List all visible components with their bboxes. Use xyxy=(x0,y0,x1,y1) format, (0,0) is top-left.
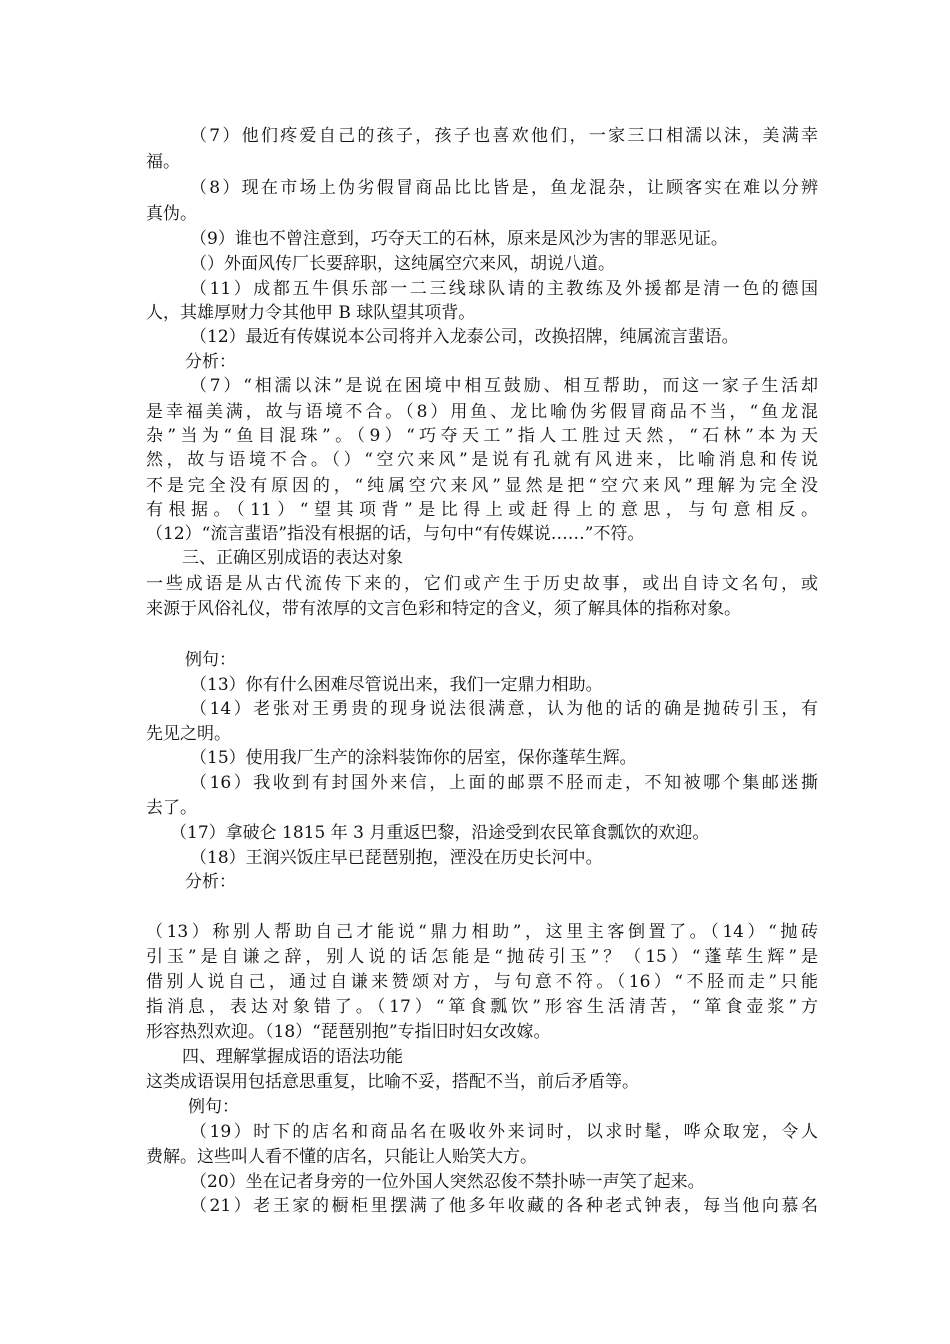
section-label: 例句： xyxy=(188,1097,239,1117)
section-heading: 四、理解掌握成语的语法功能 xyxy=(182,1047,403,1067)
text-line: 一些成语是从古代流传下来的，它们或产生于历史故事，或出自诗文名句，或 xyxy=(146,574,818,594)
text-line: （20）坐在记者身旁的一位外国人突然忍俊不禁扑哧一声笑了起来。 xyxy=(190,1172,705,1192)
text-line: （18）王润兴饭庄早已琵琶别抱，湮没在历史长河中。 xyxy=(190,848,603,868)
text-line: 去了。 xyxy=(146,798,197,818)
text-line: 这类成语误用包括意思重复，比喻不妥，搭配不当，前后矛盾等。 xyxy=(146,1072,639,1092)
text-line: 费解。这些叫人看不懂的店名，只能让人贻笑大方。 xyxy=(146,1147,537,1167)
text-line: （14）老张对王勇贵的现身说法很满意，认为他的话的确是抛砖引玉，有 xyxy=(190,699,818,719)
text-line: （13）称别人帮助自己才能说“鼎力相助”，这里主客倒置了。（14）“抛砖 xyxy=(146,922,818,942)
text-line: 杂”当为“鱼目混珠”。（9）“巧夺天工”指人工胜过天然，“石林”本为天 xyxy=(146,426,818,446)
text-line: 指消息，表达对象错了。（17）“箪食瓢饮”形容生活清苦，“箪食壶浆”方 xyxy=(146,997,818,1017)
text-line: 有根据。（11）“望其项背”是比得上或赶得上的意思，与句意相反。 xyxy=(146,500,818,520)
text-line: （19）时下的店名和商品名在吸收外来词时，以求时髦，哗众取宠，令人 xyxy=(190,1122,818,1142)
text-line: 不是完全没有原因的，“纯属空穴来风”显然是把“空穴来风”理解为完全没 xyxy=(146,476,818,496)
section-label: 例句： xyxy=(185,650,236,670)
section-label: 分析： xyxy=(185,872,236,892)
text-line: （8）现在市场上伪劣假冒商品比比皆是，鱼龙混杂，让顾客实在难以分辨 xyxy=(190,178,818,198)
text-line: （15）使用我厂生产的涂料装饰你的居室，保你蓬荜生辉。 xyxy=(190,748,637,768)
text-line: 借别人说自己，通过自谦来赞颂对方，与句意不符。（16）“不胫而走”只能 xyxy=(146,972,818,992)
text-line: （21）老王家的橱柜里摆满了他多年收藏的各种老式钟表，每当他向慕名 xyxy=(190,1196,818,1216)
text-line: 引玉”是自谦之辞，别人说的话怎能是“抛砖引玉”？（15）“蓬荜生辉”是 xyxy=(146,947,818,967)
text-line: （11）成都五牛俱乐部一二三线球队请的主教练及外援都是清一色的德国 xyxy=(190,279,818,299)
section-heading: 三、正确区别成语的表达对象 xyxy=(182,548,403,568)
text-line: （17）拿破仑 1815 年 3 月重返巴黎，沿途受到农民箪食瓢饮的欢迎。 xyxy=(170,823,710,843)
text-line: （9）谁也不曾注意到，巧夺天工的石林，原来是风沙为害的罪恶见证。 xyxy=(190,229,728,249)
text-line: （）外面风传厂长要辞职，这纯属空穴来风，胡说八道。 xyxy=(190,254,615,274)
text-line: 形容热烈欢迎。（18）“琵琶别抱”专指旧时妇女改嫁。 xyxy=(146,1022,551,1042)
text-line: 来源于风俗礼仪，带有浓厚的文言色彩和特定的含义，须了解具体的指称对象。 xyxy=(146,599,741,619)
text-line: 真伪。 xyxy=(146,204,197,224)
text-line: （12）“流言蜚语”指没有根据的话，与句中“有传媒说……”不符。 xyxy=(146,524,645,544)
text-line: 然，故与语境不合。（）“空穴来风”是说有孔就有风进来，比喻消息和传说 xyxy=(146,450,818,470)
text-line: （7）他们疼爱自己的孩子，孩子也喜欢他们，一家三口相濡以沫，美满幸 xyxy=(190,126,818,146)
text-line: 是幸福美满，故与语境不合。（8）用鱼、龙比喻伪劣假冒商品不当，“鱼龙混 xyxy=(146,402,818,422)
section-label: 分析： xyxy=(185,352,236,372)
text-line: （12）最近有传媒说本公司将并入龙泰公司，改换招牌，纯属流言蜚语。 xyxy=(190,327,739,347)
text-line: 人，其雄厚财力令其他甲 B 球队望其项背。 xyxy=(146,303,476,323)
text-line: （13）你有什么困难尽管说出来，我们一定鼎力相助。 xyxy=(190,675,603,695)
text-line: （16）我收到有封国外来信，上面的邮票不胫而走，不知被哪个集邮迷撕 xyxy=(190,773,818,793)
text-line: （7）“相濡以沫”是说在困境中相互鼓励、相互帮助，而这一家子生活却 xyxy=(190,376,818,396)
text-line: 福。 xyxy=(146,152,180,172)
text-line: 先见之明。 xyxy=(146,724,231,744)
